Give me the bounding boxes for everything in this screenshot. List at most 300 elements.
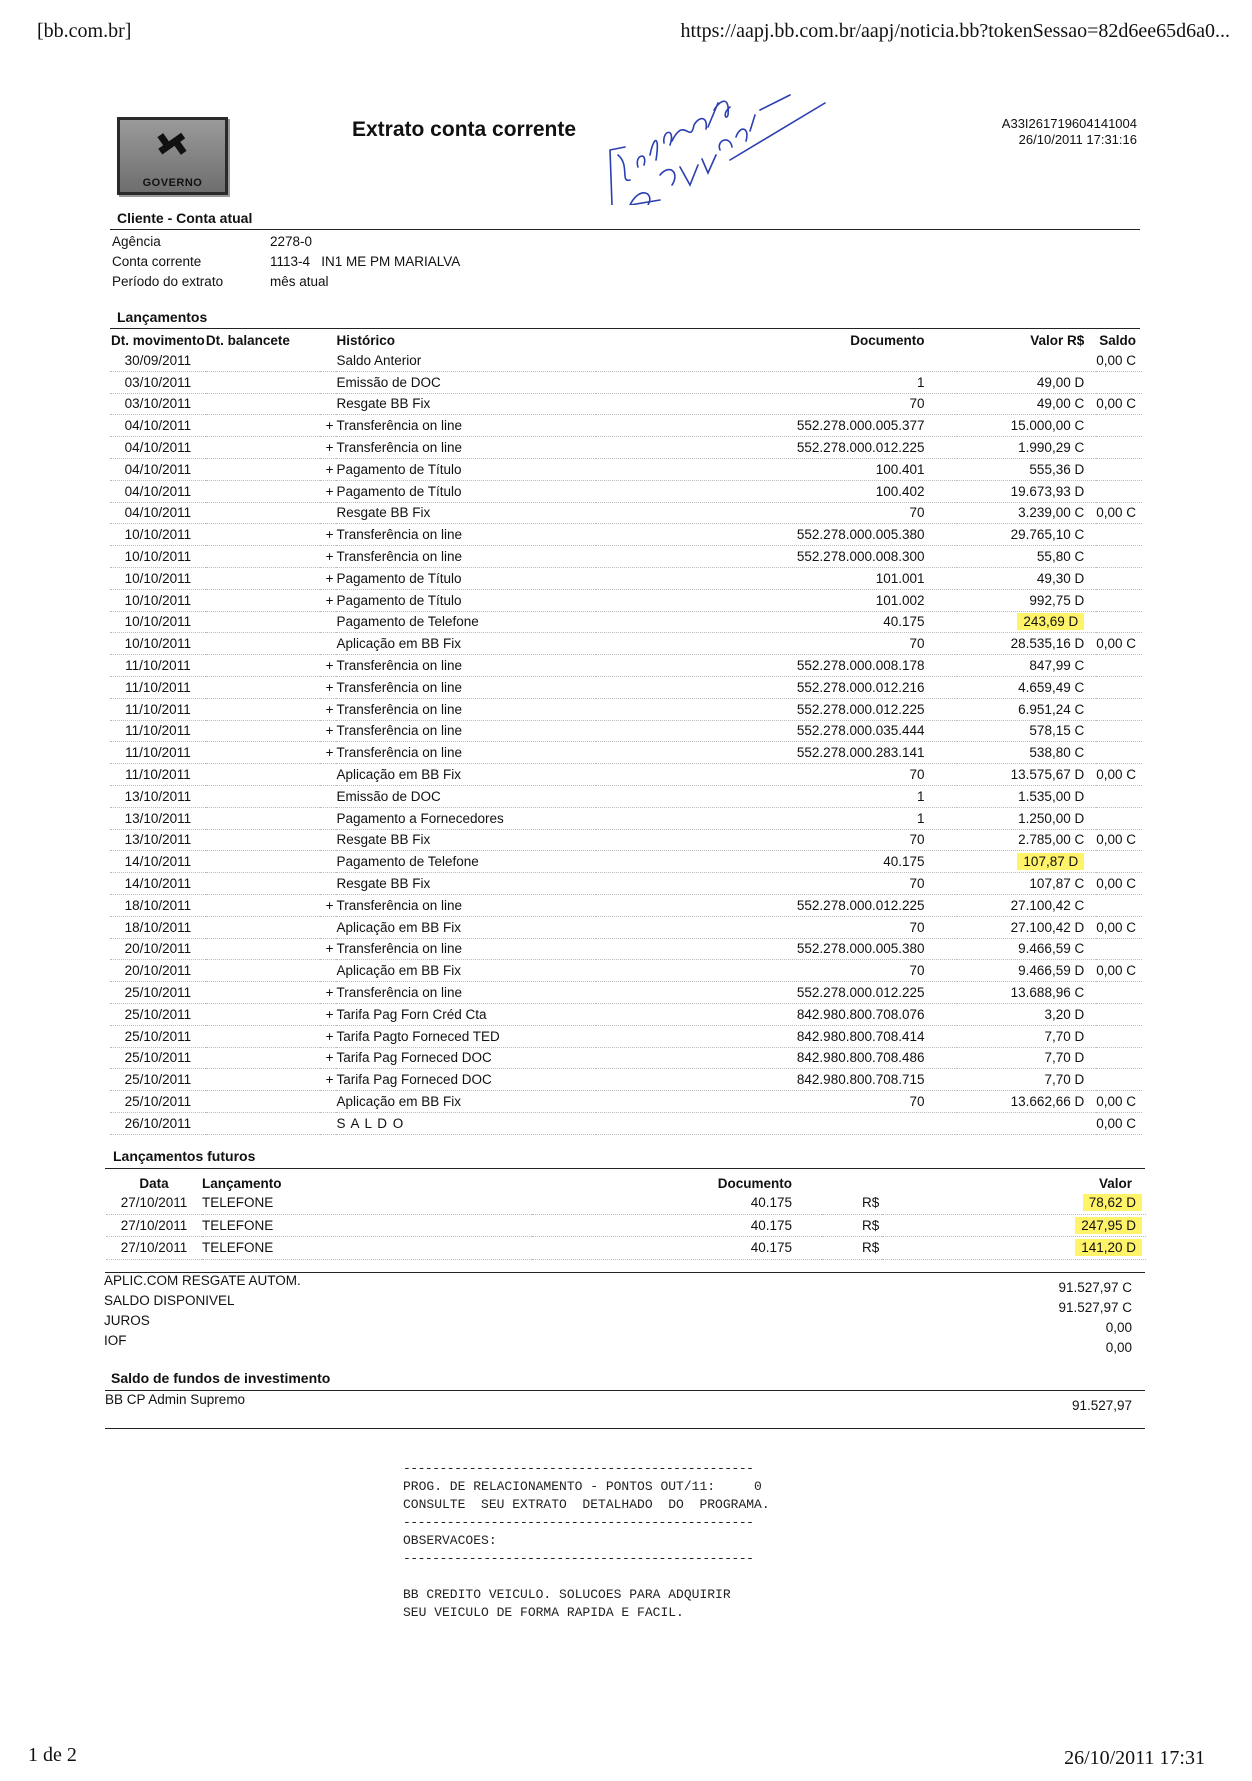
cell-saldo	[1096, 720, 1142, 742]
cell-dt-movimento: 10/10/2011	[110, 589, 206, 611]
col-fut-valor: Valor	[1098, 1176, 1132, 1191]
cell-dt-movimento: 25/10/2011	[110, 1047, 206, 1069]
cell-dt-movimento: 10/10/2011	[110, 567, 206, 589]
mensagem-linha-3: OBSERVACOES:	[403, 1533, 497, 1548]
cell-documento: 552.278.000.005.377	[596, 415, 957, 437]
cell-dt-movimento: 11/10/2011	[110, 742, 206, 764]
cell-fut-lancamento: TELEFONE	[202, 1237, 532, 1260]
cell-dt-movimento: 10/10/2011	[110, 611, 206, 633]
fundo-nome: BB CP Admin Supremo	[105, 1392, 246, 1407]
cell-documento: 552.278.000.005.380	[596, 524, 957, 546]
browser-url[interactable]: https://aapj.bb.com.br/aapj/noticia.bb?tokenSessao=82d6ee65d6a0...	[680, 20, 1230, 42]
cell-documento: 552.278.000.283.141	[596, 742, 957, 764]
total-label: APLIC.COM RESGATE AUTOM.	[104, 1273, 301, 1288]
page-title: Extrato conta corrente	[352, 118, 577, 141]
cell-dt-movimento: 10/10/2011	[110, 524, 206, 546]
table-row	[110, 1047, 1142, 1069]
cell-documento: 70	[596, 873, 957, 895]
cell-documento: 70	[596, 916, 957, 938]
cell-documento: 70	[596, 633, 957, 655]
cell-documento: 842.980.800.708.414	[596, 1025, 957, 1047]
cell-plus: +	[320, 720, 337, 742]
cell-historico: Transferência on line	[336, 742, 595, 764]
cell-dt-balancete	[206, 655, 320, 677]
cell-dt-movimento: 11/10/2011	[110, 655, 206, 677]
fundos-divider	[105, 1390, 1145, 1391]
print-datetime: 26/10/2011 17:31	[1064, 1747, 1205, 1769]
cell-valor: 49,00 D	[957, 371, 1097, 393]
table-row	[110, 502, 1142, 524]
cell-dt-balancete	[206, 1025, 320, 1047]
cell-dt-balancete	[206, 829, 320, 851]
fundos-section-title: Saldo de fundos de investimento	[111, 1370, 331, 1386]
cell-historico: Transferência on line	[336, 655, 595, 677]
cell-dt-balancete	[206, 698, 320, 720]
col-documento: Documento	[850, 332, 925, 348]
cell-dt-movimento: 25/10/2011	[110, 982, 206, 1004]
cell-saldo	[1096, 742, 1142, 764]
cell-plus: +	[320, 437, 337, 459]
cell-plus	[320, 960, 337, 982]
total-label: SALDO DISPONIVEL	[104, 1293, 235, 1308]
cell-dt-movimento: 26/10/2011	[110, 1112, 206, 1134]
table-row	[110, 480, 1142, 502]
cell-historico: Transferência on line	[336, 437, 595, 459]
cell-valor: 3,20 D	[957, 1003, 1097, 1025]
cell-documento: 552.278.000.012.225	[596, 437, 957, 459]
cell-dt-balancete	[206, 873, 320, 895]
cell-valor	[957, 851, 1097, 873]
cell-documento: 1	[596, 371, 957, 393]
periodo-label: Período do extrato	[112, 274, 224, 289]
table-row	[110, 916, 1142, 938]
cell-plus: +	[320, 1003, 337, 1025]
cell-dt-movimento: 03/10/2011	[110, 393, 206, 415]
cell-historico: Resgate BB Fix	[336, 829, 595, 851]
table-row	[110, 938, 1142, 960]
total-label: IOF	[104, 1333, 127, 1348]
fundo-valor: 91.527,97	[1071, 1398, 1132, 1413]
conta-value: 1113-4 IN1 ME PM MARIALVA	[270, 254, 461, 269]
futuros-header-row	[106, 1175, 1146, 1192]
cell-dt-movimento: 18/10/2011	[110, 916, 206, 938]
cell-dt-balancete	[206, 742, 320, 764]
cell-valor: 555,36 D	[957, 458, 1097, 480]
cell-dt-balancete	[206, 916, 320, 938]
cell-valor: 9.466,59 C	[957, 938, 1097, 960]
cell-dt-movimento: 18/10/2011	[110, 894, 206, 916]
cell-dt-movimento: 13/10/2011	[110, 807, 206, 829]
cell-historico: Pagamento de Título	[336, 567, 595, 589]
browser-site-label: [bb.com.br]	[37, 20, 132, 42]
cell-dt-movimento: 25/10/2011	[110, 1025, 206, 1047]
cell-historico: Pagamento a Fornecedores	[336, 807, 595, 829]
cell-plus: +	[320, 698, 337, 720]
cell-valor: 6.951,24 C	[957, 698, 1097, 720]
highlighted-value: 107,87 D	[1017, 853, 1084, 870]
cell-saldo: 0,00 C	[1096, 1112, 1142, 1134]
cell-dt-balancete	[206, 785, 320, 807]
col-moeda	[822, 1175, 882, 1192]
cell-dt-movimento: 03/10/2011	[110, 371, 206, 393]
cell-plus	[320, 393, 337, 415]
table-row	[110, 589, 1142, 611]
cell-dt-balancete	[206, 982, 320, 1004]
cell-saldo	[1096, 611, 1142, 633]
highlighted-value: 247,95 D	[1075, 1217, 1142, 1234]
document-id	[1002, 116, 1137, 148]
table-row	[110, 851, 1142, 873]
cell-fut-valor	[882, 1237, 1146, 1260]
cell-fut-lancamento: TELEFONE	[202, 1214, 532, 1237]
col-fut-documento: Documento	[717, 1176, 792, 1191]
cell-historico: Tarifa Pagto Forneced TED	[336, 1025, 595, 1047]
cell-plus: +	[320, 458, 337, 480]
cell-dt-balancete	[206, 1047, 320, 1069]
cell-valor: 107,87 C	[957, 873, 1097, 895]
table-row	[110, 393, 1142, 415]
lancamentos-body	[110, 350, 1142, 1134]
table-row	[110, 633, 1142, 655]
cell-plus: +	[320, 589, 337, 611]
cell-saldo	[1096, 676, 1142, 698]
table-row	[110, 676, 1142, 698]
cell-historico: Transferência on line	[336, 415, 595, 437]
cell-dt-movimento: 20/10/2011	[110, 960, 206, 982]
cell-plus	[320, 916, 337, 938]
cell-historico: S A L D O	[336, 1112, 595, 1134]
cell-valor: 13.688,96 C	[957, 982, 1097, 1004]
table-row	[106, 1237, 1146, 1260]
cell-documento: 40.175	[596, 851, 957, 873]
cell-valor: 1.990,29 C	[957, 437, 1097, 459]
bb-logo-icon	[154, 126, 190, 162]
cell-valor: 28.535,16 D	[957, 633, 1097, 655]
cell-historico: Transferência on line	[336, 524, 595, 546]
cell-saldo: 0,00 C	[1096, 960, 1142, 982]
cell-valor: 13.575,67 D	[957, 764, 1097, 786]
cell-documento: 70	[596, 502, 957, 524]
total-value: 91.527,97 C	[1058, 1280, 1132, 1295]
cell-dt-balancete	[206, 546, 320, 568]
cell-historico: Aplicação em BB Fix	[336, 1091, 595, 1113]
cell-fut-moeda: R$	[822, 1237, 882, 1260]
cell-dt-balancete	[206, 960, 320, 982]
cell-documento: 552.278.000.035.444	[596, 720, 957, 742]
cell-documento: 70	[596, 829, 957, 851]
cell-valor: 55,80 C	[957, 546, 1097, 568]
cell-saldo	[1096, 415, 1142, 437]
cell-plus	[320, 1112, 337, 1134]
cell-dt-balancete	[206, 502, 320, 524]
cell-dt-movimento: 04/10/2011	[110, 415, 206, 437]
cell-documento: 552.278.000.008.300	[596, 546, 957, 568]
cell-dt-balancete	[206, 894, 320, 916]
cell-dt-balancete	[206, 437, 320, 459]
futuros-body	[106, 1192, 1146, 1259]
cell-documento: 842.980.800.708.715	[596, 1069, 957, 1091]
total-value: 0,00	[1105, 1320, 1132, 1335]
cell-saldo	[1096, 524, 1142, 546]
cell-dt-balancete	[206, 633, 320, 655]
cell-saldo: 0,00 C	[1096, 350, 1142, 371]
cell-saldo	[1096, 785, 1142, 807]
table-row	[110, 873, 1142, 895]
col-valor: Valor R$	[1030, 332, 1085, 348]
cell-fut-valor	[882, 1192, 1146, 1214]
cell-plus: +	[320, 567, 337, 589]
cell-plus: +	[320, 524, 337, 546]
cell-saldo	[1096, 567, 1142, 589]
cell-dt-movimento: 10/10/2011	[110, 633, 206, 655]
col-saldo: Saldo	[1099, 332, 1136, 348]
mensagem-block	[403, 1460, 770, 1622]
cell-plus: +	[320, 894, 337, 916]
agencia-label: Agência	[112, 234, 161, 249]
cell-dt-balancete	[206, 589, 320, 611]
cell-saldo	[1096, 1003, 1142, 1025]
cell-documento: 70	[596, 1091, 957, 1113]
table-row	[110, 437, 1142, 459]
cell-historico: Pagamento de Telefone	[336, 611, 595, 633]
col-historico: Histórico	[336, 332, 395, 348]
cell-plus	[320, 829, 337, 851]
table-row	[110, 350, 1142, 371]
cell-dt-balancete	[206, 350, 320, 371]
cell-saldo	[1096, 546, 1142, 568]
cell-valor: 13.662,66 D	[957, 1091, 1097, 1113]
cell-dt-balancete	[206, 676, 320, 698]
cell-valor: 578,15 C	[957, 720, 1097, 742]
cell-historico: Transferência on line	[336, 894, 595, 916]
cell-documento: 842.980.800.708.486	[596, 1047, 957, 1069]
cell-saldo	[1096, 1025, 1142, 1047]
col-lancamento: Lançamento	[202, 1176, 282, 1191]
table-row	[110, 1003, 1142, 1025]
cell-documento	[596, 350, 957, 371]
cell-historico: Emissão de DOC	[336, 785, 595, 807]
cell-historico: Transferência on line	[336, 546, 595, 568]
cell-dt-balancete	[206, 611, 320, 633]
cell-dt-balancete	[206, 1112, 320, 1134]
table-row	[106, 1192, 1146, 1214]
document-code: A33I261719604141004	[1001, 116, 1137, 131]
table-row	[110, 982, 1142, 1004]
cell-fut-moeda: R$	[822, 1192, 882, 1214]
table-row	[110, 1112, 1142, 1134]
highlighted-value: 141,20 D	[1075, 1239, 1142, 1256]
cell-dt-movimento: 04/10/2011	[110, 458, 206, 480]
cell-saldo	[1096, 807, 1142, 829]
col-data: Data	[139, 1176, 169, 1191]
cell-dt-movimento: 11/10/2011	[110, 698, 206, 720]
cell-valor: 49,00 C	[957, 393, 1097, 415]
cell-historico: Aplicação em BB Fix	[336, 960, 595, 982]
cell-plus	[320, 633, 337, 655]
cell-historico: Resgate BB Fix	[336, 873, 595, 895]
cell-valor: 49,30 D	[957, 567, 1097, 589]
cliente-divider	[110, 229, 1140, 230]
cell-dt-movimento: 11/10/2011	[110, 720, 206, 742]
cell-dt-movimento: 04/10/2011	[110, 502, 206, 524]
cell-saldo	[1096, 938, 1142, 960]
cell-dt-balancete	[206, 458, 320, 480]
col-dt-balancete: Dt. balancete	[205, 332, 290, 348]
cell-plus: +	[320, 655, 337, 677]
cell-dt-movimento: 10/10/2011	[110, 546, 206, 568]
table-row	[110, 894, 1142, 916]
cell-historico: Aplicação em BB Fix	[336, 764, 595, 786]
cell-valor: 1.535,00 D	[957, 785, 1097, 807]
periodo-value: mês atual	[270, 274, 329, 289]
mensagem-linha-4: BB CREDITO VEICULO. SOLUCOES PARA ADQUIRIR	[403, 1587, 731, 1602]
cell-documento: 552.278.000.008.178	[596, 655, 957, 677]
cell-historico: Pagamento de Título	[336, 458, 595, 480]
cell-dt-balancete	[206, 393, 320, 415]
cell-dt-movimento: 04/10/2011	[110, 480, 206, 502]
table-row	[110, 720, 1142, 742]
highlighted-value: 78,62 D	[1083, 1194, 1142, 1211]
cell-plus: +	[320, 676, 337, 698]
cell-dt-movimento: 13/10/2011	[110, 785, 206, 807]
table-row	[106, 1214, 1146, 1237]
futuros-table	[106, 1175, 1146, 1260]
table-row	[110, 807, 1142, 829]
cell-saldo	[1096, 480, 1142, 502]
cell-saldo: 0,00 C	[1096, 393, 1142, 415]
table-row	[110, 655, 1142, 677]
cell-fut-lancamento: TELEFONE	[202, 1192, 532, 1214]
cell-saldo	[1096, 437, 1142, 459]
cell-historico: Pagamento de Telefone	[336, 851, 595, 873]
mensagem-linha-5: SEU VEICULO DE FORMA RAPIDA E FACIL.	[403, 1605, 684, 1620]
document-datetime: 26/10/2011 17:31:16	[1018, 132, 1137, 147]
cell-saldo	[1096, 698, 1142, 720]
table-row	[110, 524, 1142, 546]
cell-dt-movimento: 14/10/2011	[110, 851, 206, 873]
cell-documento: 1	[596, 807, 957, 829]
cell-saldo	[1096, 851, 1142, 873]
cell-plus	[320, 502, 337, 524]
cell-dt-balancete	[206, 1069, 320, 1091]
cell-valor: 9.466,59 D	[957, 960, 1097, 982]
table-row	[110, 742, 1142, 764]
cell-documento: 100.402	[596, 480, 957, 502]
conta-label: Conta corrente	[112, 254, 202, 269]
handwritten-annotation	[590, 55, 850, 205]
cell-saldo	[1096, 589, 1142, 611]
table-row	[110, 458, 1142, 480]
cell-fut-moeda: R$	[822, 1214, 882, 1237]
cell-dt-balancete	[206, 415, 320, 437]
cell-historico: Resgate BB Fix	[336, 502, 595, 524]
cell-dt-balancete	[206, 807, 320, 829]
cell-plus: +	[320, 1025, 337, 1047]
cell-documento: 552.278.000.012.225	[596, 698, 957, 720]
cell-historico: Saldo Anterior	[336, 350, 595, 371]
cell-saldo	[1096, 458, 1142, 480]
cell-valor: 538,80 C	[957, 742, 1097, 764]
cell-documento: 552.278.000.012.216	[596, 676, 957, 698]
cell-fut-valor	[882, 1214, 1146, 1237]
cell-dt-balancete	[206, 1003, 320, 1025]
cell-saldo	[1096, 655, 1142, 677]
mensagem-linha-1: PROG. DE RELACIONAMENTO - PONTOS OUT/11: 0	[403, 1479, 762, 1494]
highlighted-value: 243,69 D	[1017, 613, 1084, 630]
cell-fut-data: 27/10/2011	[106, 1214, 202, 1237]
cell-historico: Transferência on line	[336, 676, 595, 698]
cell-valor: 847,99 C	[957, 655, 1097, 677]
agencia-value: 2278-0	[270, 234, 313, 249]
cell-historico: Transferência on line	[336, 720, 595, 742]
cell-saldo: 0,00 C	[1096, 764, 1142, 786]
cell-plus: +	[320, 742, 337, 764]
cell-documento: 552.278.000.012.225	[596, 894, 957, 916]
table-row	[110, 698, 1142, 720]
cell-valor: 7,70 D	[957, 1025, 1097, 1047]
table-row	[110, 960, 1142, 982]
cell-documento: 1	[596, 785, 957, 807]
cell-documento: 70	[596, 764, 957, 786]
col-dt-movimento: Dt. movimento	[111, 332, 205, 348]
table-row	[110, 785, 1142, 807]
mensagem-linha-2: CONSULTE SEU EXTRATO DETALHADO DO PROGRAMA.	[403, 1497, 770, 1512]
cell-historico: Aplicação em BB Fix	[336, 633, 595, 655]
table-row	[110, 371, 1142, 393]
cell-fut-documento: 40.175	[532, 1214, 822, 1237]
cell-valor: 7,70 D	[957, 1047, 1097, 1069]
cell-historico: Aplicação em BB Fix	[336, 916, 595, 938]
cell-dt-movimento: 25/10/2011	[110, 1003, 206, 1025]
cell-saldo: 0,00 C	[1096, 502, 1142, 524]
lancamentos-table	[110, 330, 1142, 1135]
cell-valor: 1.250,00 D	[957, 807, 1097, 829]
cell-saldo	[1096, 1047, 1142, 1069]
cell-plus: +	[320, 1047, 337, 1069]
cell-plus	[320, 350, 337, 371]
cell-dt-movimento: 25/10/2011	[110, 1069, 206, 1091]
cell-dt-movimento: 20/10/2011	[110, 938, 206, 960]
cell-historico: Tarifa Pag Forneced DOC	[336, 1047, 595, 1069]
cell-documento: 842.980.800.708.076	[596, 1003, 957, 1025]
cell-historico: Tarifa Pag Forneced DOC	[336, 1069, 595, 1091]
cell-dt-balancete	[206, 764, 320, 786]
total-label: JUROS	[104, 1313, 150, 1328]
cell-historico: Emissão de DOC	[336, 371, 595, 393]
table-row	[110, 415, 1142, 437]
cell-historico: Transferência on line	[336, 982, 595, 1004]
table-row	[110, 1069, 1142, 1091]
dashed-line-1: ------------------------------------------------	[403, 1461, 754, 1476]
cell-historico: Transferência on line	[336, 698, 595, 720]
lancamentos-section-title: Lançamentos	[117, 309, 208, 325]
cell-documento: 70	[596, 393, 957, 415]
cell-saldo: 0,00 C	[1096, 873, 1142, 895]
cell-plus	[320, 371, 337, 393]
cell-plus	[320, 611, 337, 633]
cell-plus: +	[320, 415, 337, 437]
bb-logo	[117, 117, 228, 195]
cell-saldo	[1096, 1069, 1142, 1091]
lancamentos-divider	[110, 328, 1140, 329]
cell-fut-data: 27/10/2011	[106, 1237, 202, 1260]
cell-documento: 552.278.000.005.380	[596, 938, 957, 960]
cell-plus: +	[320, 938, 337, 960]
cell-historico: Pagamento de Título	[336, 589, 595, 611]
cell-saldo: 0,00 C	[1096, 633, 1142, 655]
col-plus	[320, 330, 337, 350]
cell-saldo	[1096, 371, 1142, 393]
